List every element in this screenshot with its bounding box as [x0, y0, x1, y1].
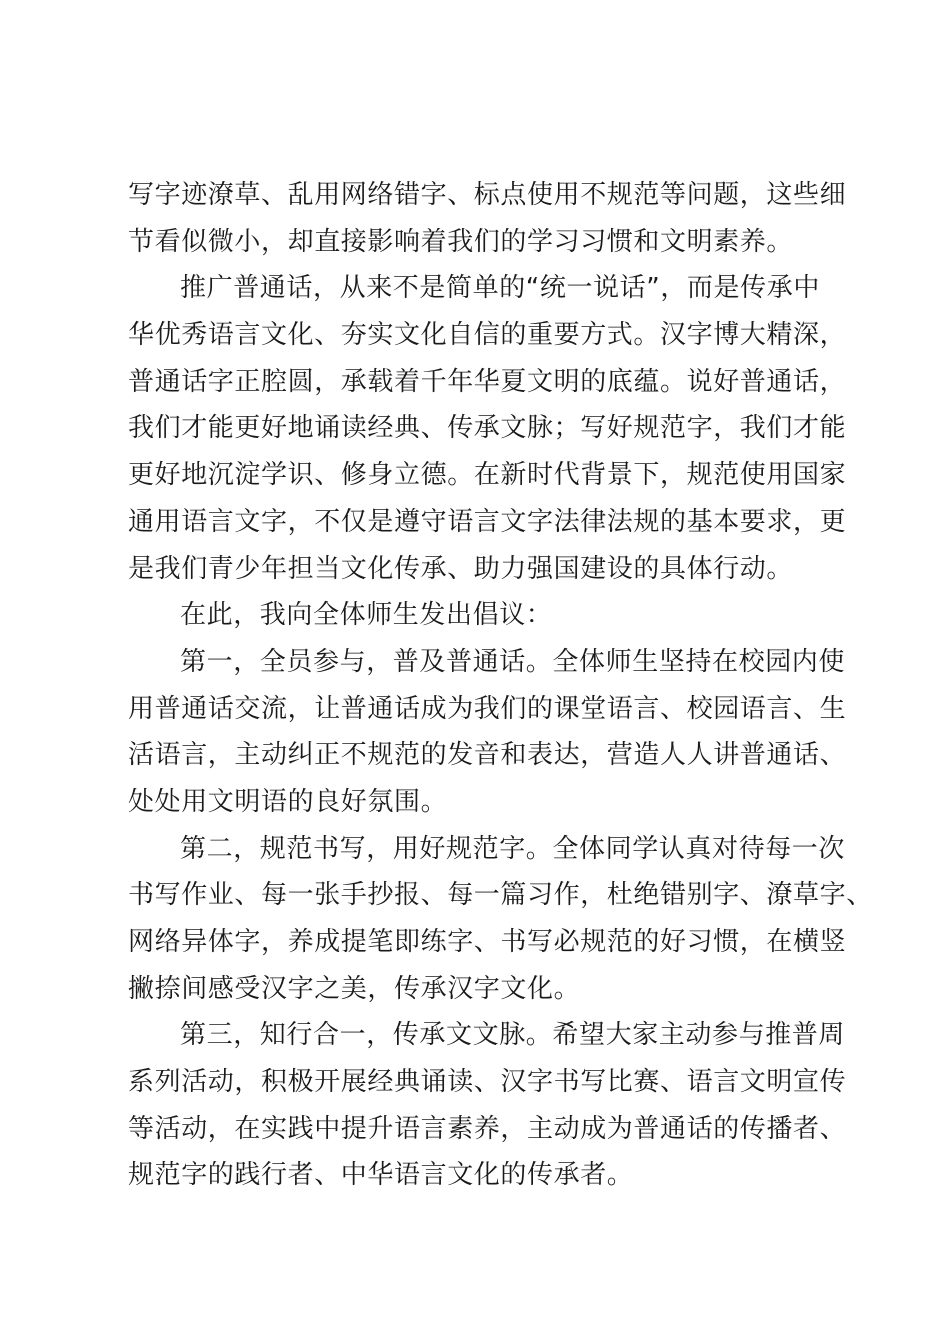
text-line: 通用语言文字，不仅是遵守语言文字法律法规的基本要求，更	[128, 506, 847, 537]
text-line: 普通话字正腔圆，承载着千年华夏文明的底蕴。说好普通话，	[128, 366, 847, 397]
text-line: 用普通话交流，让普通话成为我们的课堂语言、校园语言、生	[128, 693, 847, 724]
text-line: 规范字的践行者、中华语言文化的传承者。	[128, 1160, 634, 1191]
text-line: 我们才能更好地诵读经典、传承文脉；写好规范字，我们才能	[128, 413, 847, 444]
text-line: 是我们青少年担当文化传承、助力强国建设的具体行动。	[128, 553, 794, 584]
text-line: 处处用文明语的良好氛围。	[128, 786, 448, 817]
text-line: 等活动，在实践中提升语言素养，主动成为普通话的传播者、	[128, 1113, 847, 1144]
text-line: 更好地沉淀学识、修身立德。在新时代背景下，规范使用国家	[128, 460, 847, 491]
paragraph-first-line: 第一，全员参与，普及普通话。全体师生坚持在校园内使	[180, 646, 846, 677]
paragraph-first-line: 第二，规范书写，用好规范字。全体同学认真对待每一次	[180, 833, 846, 864]
paragraph-first-line: 在此，我向全体师生发出倡议：	[180, 600, 553, 631]
paragraph-first-line: 推广普通话，从来不是简单的“统一说话”，而是传承中	[180, 273, 820, 304]
text-line: 活语言，主动纠正不规范的发音和表达，营造人人讲普通话、	[128, 740, 847, 771]
text-line: 系列活动，积极开展经典诵读、汉字书写比赛、语言文明宣传	[128, 1067, 847, 1098]
text-line: 书写作业、每一张手抄报、每一篇习作，杜绝错别字、潦草字、	[128, 880, 873, 911]
paragraph-first-line: 第三，知行合一，传承文文脉。希望大家主动参与推普周	[180, 1020, 846, 1051]
text-line: 节看似微小，却直接影响着我们的学习习惯和文明素养。	[128, 226, 794, 257]
text-line: 撇捺间感受汉字之美，传承汉字文化。	[128, 973, 581, 1004]
text-line: 华优秀语言文化、夯实文化自信的重要方式。汉字博大精深，	[128, 320, 847, 351]
document-body	[128, 172, 873, 1199]
text-line: 写字迹潦草、乱用网络错字、标点使用不规范等问题，这些细	[128, 180, 847, 210]
text-line: 网络异体字，养成提笔即练字、书写必规范的好习惯，在横竖	[128, 927, 847, 957]
